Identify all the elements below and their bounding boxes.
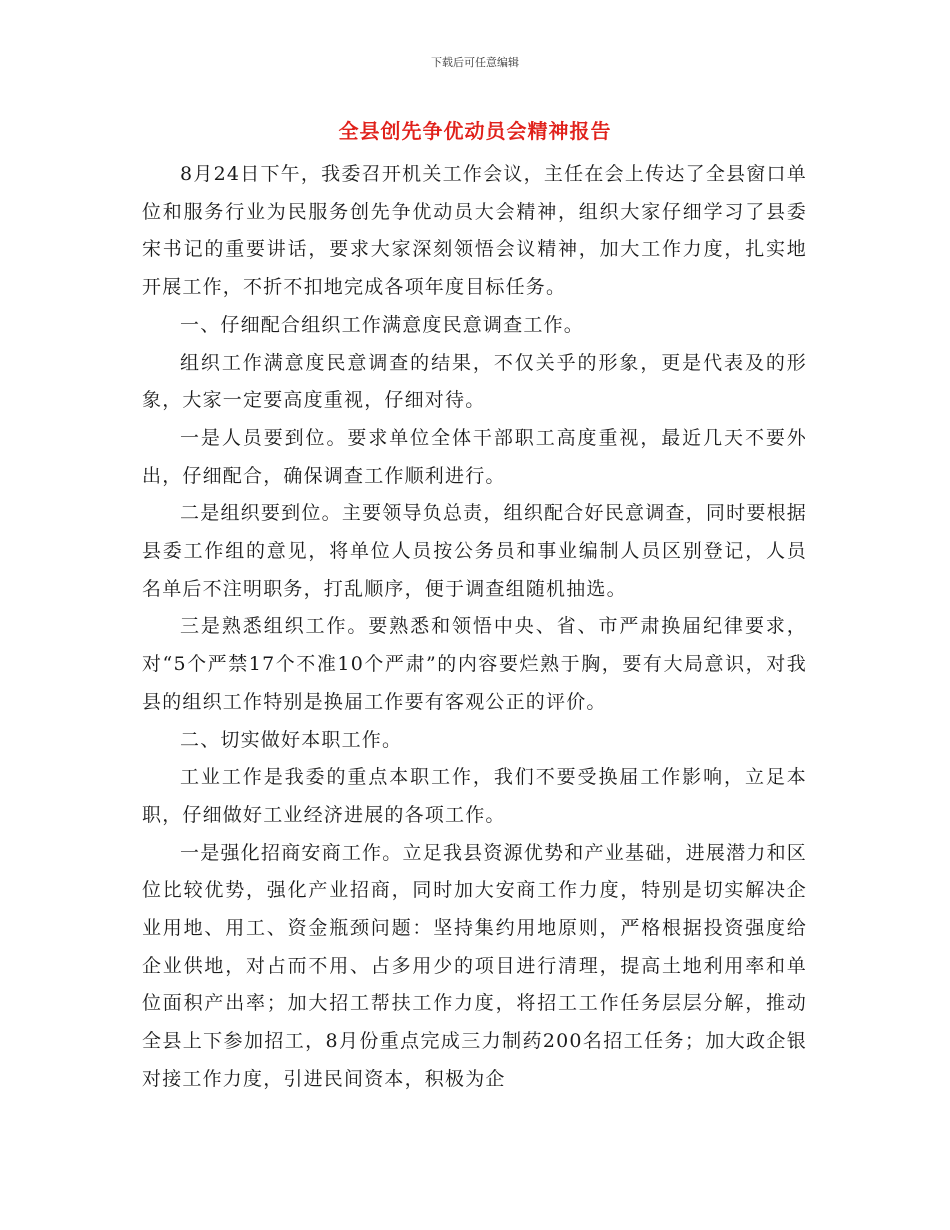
document-title: 全县创先争优动员会精神报告 (338, 119, 612, 143)
section-heading-1: 一、仔细配合组织工作满意度民意调查工作。 (180, 313, 585, 336)
paragraph: 组织工作满意度民意调查的结果，不仅关乎的形象，更是代表及的形象，大家一定要高度重视，仔细对待。 (142, 351, 807, 412)
document-body (142, 156, 807, 1099)
paragraph: 工业工作是我委的重点本职工作，我们不要受换届工作影响，立足本职，仔细做好工业经济进展的各项工作。 (142, 766, 807, 826)
paragraph: 三是熟悉组织工作。要熟悉和领悟中央、省、市严肃换届纪律要求，对“5个严禁17个不准10个严肃”的内容要烂熟于胸，要有大局意识，对我县的组织工作特别是换届工作要有客观公正的评价。 (142, 615, 807, 713)
page-header: 下载后可任意编辑 (431, 56, 519, 69)
paragraph: 一是人员要到位。要求单位全体干部职工高度重视，最近几天不要外出，仔细配合，确保调查工作顺利进行。 (142, 426, 807, 487)
paragraph: 一是强化招商安商工作。立足我县资源优势和产业基础，进展潜力和区位比较优势，强化产业招商，同时加大安商工作力度，特别是切实解决企业用地、用工、资金瓶颈问题：坚持集约用地原则，严格根据投资强度给企业供地，对占而不用、占多用少的项目进行清理，提高土地利用率和单位面积产出率；加大招工帮扶工作力度，将招工工作任务层层分解，推动全县上下参加招工，8月份重点完成三力制药200名招工任务；加大政企银对接工作力度，引进民间资本，积极为企 (142, 841, 807, 1090)
paragraph: 二是组织要到位。主要领导负总责，组织配合好民意调查，同时要根据县委工作组的意见，将单位人员按公务员和事业编制人员区别登记，人员名单后不注明职务，打乱顺序，便于调查组随机抽选。 (142, 502, 807, 600)
section-heading-2: 二、切实做好本职工作。 (180, 728, 403, 751)
paragraph-intro: 8月24日下午，我委召开机关工作会议，主任在会上传达了全县窗口单位和服务行业为民服务创先争优动员大会精神，组织大家仔细学习了县委宋书记的重要讲话，要求大家深刻领悟会议精神，加大工作力度，扎实地开展工作，不折不扣地完成各项年度目标任务。 (142, 163, 807, 299)
